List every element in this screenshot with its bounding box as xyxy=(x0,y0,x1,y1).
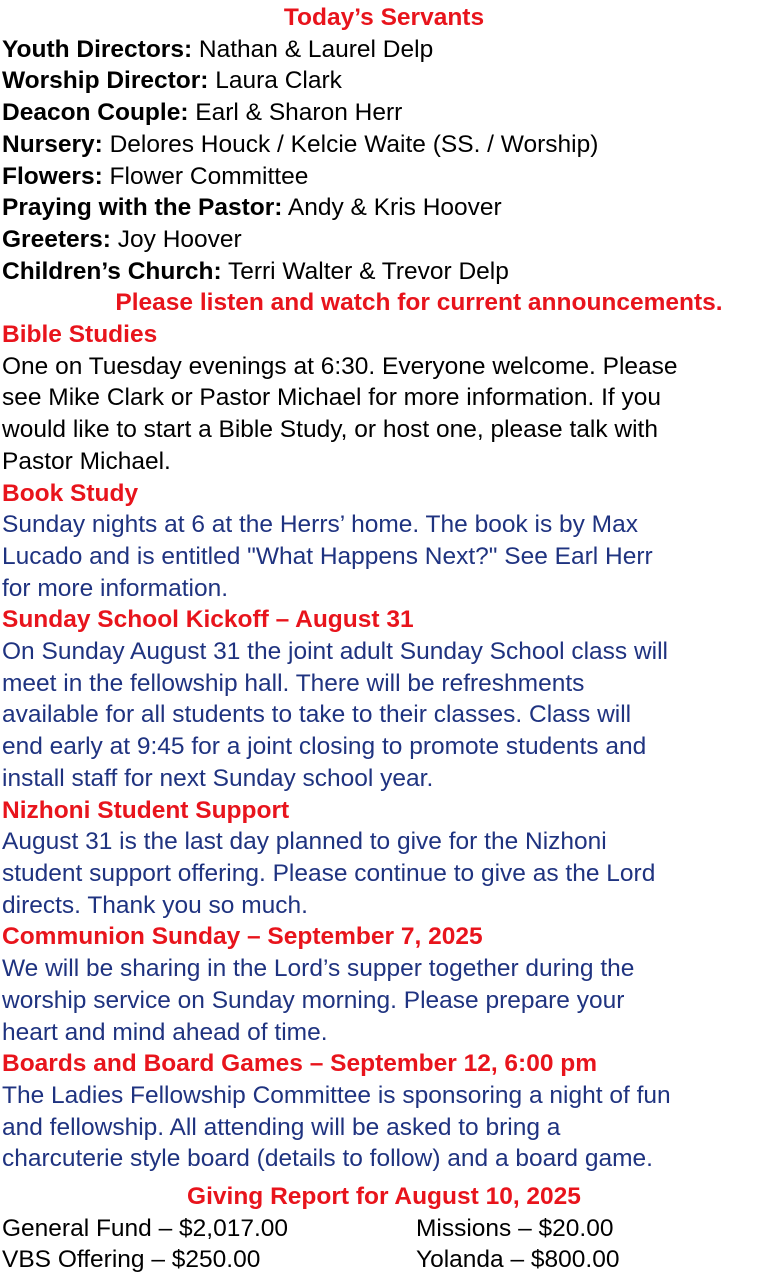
section-line: The Ladies Fellowship Committee is sponsoring a night of fun xyxy=(2,1081,671,1109)
giving-left: General Fund – $2,017.00 xyxy=(2,1214,289,1242)
section-line: end early at 9:45 for a joint closing to promote students and xyxy=(2,733,647,761)
section-line: We will be sharing in the Lord’s supper together during the xyxy=(2,955,635,983)
section-heading: Communion Sunday – September 7, 2025 xyxy=(2,923,483,951)
section-line: Pastor Michael. xyxy=(2,447,171,475)
section-line: Lucado and is entitled "What Happens Next?" See Earl Herr xyxy=(2,542,653,570)
section-line: worship service on Sunday morning. Please prepare your xyxy=(2,986,625,1014)
servant-role: Deacon Couple: xyxy=(2,99,189,127)
section-heading: Boards and Board Games – September 12, 6:00 pm xyxy=(2,1050,598,1078)
section-heading: Book Study xyxy=(2,479,139,507)
servant-role: Greeters: xyxy=(2,225,111,253)
giving-title: Giving Report for August 10, 2025 xyxy=(187,1183,581,1211)
section-line: see Mike Clark or Pastor Michael for more information. If you xyxy=(2,384,662,412)
section-sunday-school-kickoff xyxy=(2,604,766,794)
servant-role: Praying with the Pastor: xyxy=(2,194,283,222)
giving-left: VBS Offering – $250.00 xyxy=(2,1246,261,1274)
servant-row xyxy=(2,129,766,161)
servant-row xyxy=(2,192,766,224)
section-line: directs. Thank you so much. xyxy=(2,891,308,919)
servant-role: Nursery: xyxy=(2,130,103,158)
servant-role: Youth Directors: xyxy=(2,35,193,63)
giving-right: Missions – $20.00 xyxy=(416,1214,614,1242)
servants-title: Today’s Servants xyxy=(283,4,485,31)
section-heading: Sunday School Kickoff – August 31 xyxy=(2,606,414,634)
servant-row xyxy=(2,97,766,129)
section-line: heart and mind ahead of time. xyxy=(2,1018,328,1046)
servant-names: Joy Hoover xyxy=(110,225,242,253)
servant-row xyxy=(2,65,766,97)
section-line: install staff for next Sunday school year. xyxy=(2,764,434,792)
servant-role: Worship Director: xyxy=(2,67,209,95)
section-heading: Bible Studies xyxy=(2,321,158,349)
section-heading: Nizhoni Student Support xyxy=(2,796,290,824)
servant-row xyxy=(2,34,766,66)
section-line: August 31 is the last day planned to give for the Nizhoni xyxy=(2,828,607,856)
giving-report xyxy=(2,1181,766,1276)
servant-names: Andy & Kris Hoover xyxy=(282,194,502,222)
section-line: charcuterie style board (details to follow) and a board game. xyxy=(2,1145,653,1173)
section-line: On Sunday August 31 the joint adult Sunday School class will xyxy=(2,638,668,666)
section-line: student support offering. Please continue to give as the Lord xyxy=(2,859,656,887)
section-line: for more information. xyxy=(2,574,229,602)
servants-list xyxy=(2,34,766,288)
servant-names: Terri Walter & Trevor Delp xyxy=(221,257,509,285)
section-line: available for all students to take to their classes. Class will xyxy=(2,701,632,729)
section-line: and fellowship. All attending will be asked to bring a xyxy=(2,1113,561,1141)
servant-row xyxy=(2,161,766,193)
servant-row xyxy=(2,224,766,256)
giving-right: Yolanda – $800.00 xyxy=(416,1246,620,1274)
section-communion-sunday xyxy=(2,921,766,1048)
section-line: One on Tuesday evenings at 6:30. Everyone welcome. Please xyxy=(2,352,678,380)
section-line: Sunday nights at 6 at the Herrs’ home. The book is by Max xyxy=(2,511,638,539)
servant-names: Nathan & Laurel Delp xyxy=(192,35,434,63)
section-line: meet in the fellowship hall. There will be refreshments xyxy=(2,669,585,697)
servant-role: Flowers: xyxy=(2,162,103,190)
section-board-games xyxy=(2,1048,766,1175)
section-book-study xyxy=(2,478,766,605)
section-nizhoni-support xyxy=(2,795,766,922)
servant-names: Flower Committee xyxy=(102,162,309,190)
section-line: would like to start a Bible Study, or host one, please talk with xyxy=(2,416,658,444)
announcement-banner: Please listen and watch for current announcements. xyxy=(115,289,723,317)
giving-row xyxy=(2,1213,766,1245)
servant-names: Earl & Sharon Herr xyxy=(188,99,403,127)
servant-row xyxy=(2,256,766,288)
servant-role: Children’s Church: xyxy=(2,257,222,285)
section-bible-studies xyxy=(2,319,766,478)
giving-row xyxy=(2,1244,766,1276)
servant-names: Delores Houck / Kelcie Waite (SS. / Worship) xyxy=(102,130,599,158)
servant-names: Laura Clark xyxy=(208,67,342,95)
